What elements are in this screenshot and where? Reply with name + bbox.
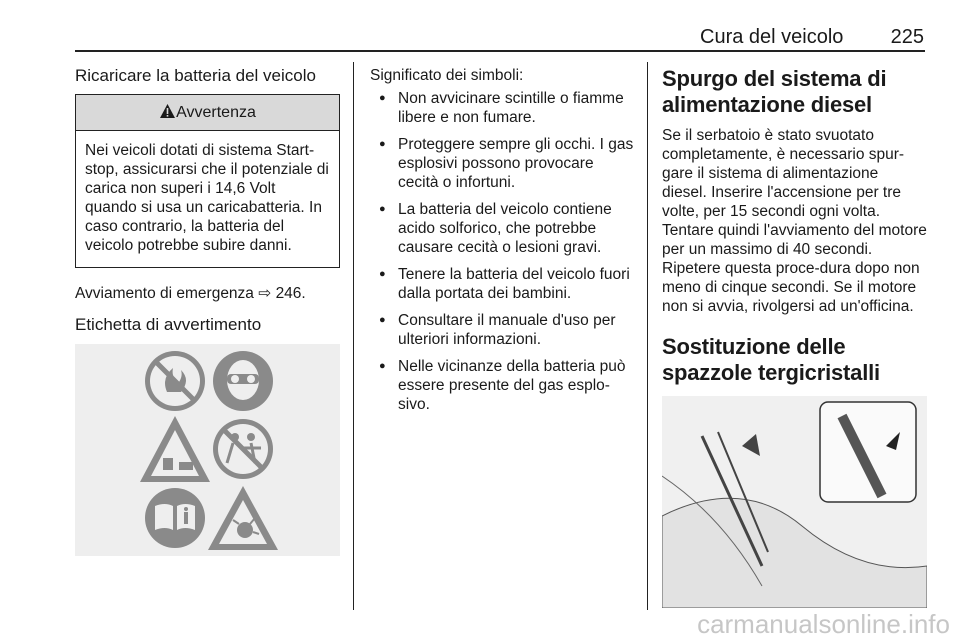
symbols-intro: Significato dei simboli: (370, 67, 524, 84)
warning-box (75, 94, 340, 268)
header-rule (75, 50, 925, 52)
no-fire-smoking-icon (145, 351, 205, 411)
battery-warning-label-image (75, 344, 340, 556)
subheading-warning-label: Etichetta di avvertimento (75, 315, 262, 334)
column-middle (370, 66, 635, 422)
symbols-list (370, 89, 635, 414)
list-item: ● Tenere la batteria del veicolo fuori dalla portata dei bambini. (370, 265, 635, 303)
list-item: ● Consultare il manuale d'uso per ulteriori informazioni. (370, 311, 635, 349)
heading-wiper-replacement: Sostituzione delle spazzole tergicristalli (662, 334, 880, 385)
page-ref-arrow-icon: ⇨ (258, 285, 272, 302)
warning-triangle-icon (159, 103, 176, 119)
cross-reference[interactable] (75, 284, 340, 303)
list-item: ● Nelle vicinanze della batteria può essere presente del gas esplo-sivo. (370, 357, 635, 414)
watermark: carmanualsonline.info (697, 609, 950, 639)
keep-away-children-icon (213, 419, 273, 479)
read-manual-icon (145, 488, 205, 548)
list-item: ● Non avvicinare scintille o fiamme libere e non fumare. (370, 89, 635, 127)
list-item: ● La batteria del veicolo contiene acido solforico, che potrebbe causare cecità o lesioni gravi. (370, 200, 635, 257)
cross-reference-page[interactable]: 246. (275, 285, 306, 302)
diesel-purge-text: Se il serbatoio è stato svuotato completamente, è necessario spur-gare il sistema di alimentazione diesel. Inserire l'accensione per tre volte, per 15 secondi ogni volta. Tentare quindi l'avviamento del motore per un massimo di 40 secondi. Ripetere questa proce-dura dopo non meno di cinque secondi. Se il motore non si avvia, rivolgersi ad un'officina. (662, 127, 927, 315)
column-left (75, 66, 340, 561)
list-item: ● Proteggere sempre gli occhi. I gas esplosivi possono provocare cecità o infortuni. (370, 135, 635, 192)
column-divider-2 (647, 62, 648, 610)
eye-protection-icon (213, 351, 273, 411)
column-right (662, 66, 927, 613)
warning-text: Nei veicoli dotati di sistema Start-stop, assicurarsi che il potenziale di carica non superi i 14,6 Volt quando si usa un caricabatteria. In caso contrario, la batteria del veicolo potrebbe subire danni. (85, 142, 329, 254)
page-number: 225 (890, 26, 924, 48)
warning-title: Avvertenza (176, 104, 256, 121)
cross-reference-text: Avviamento di emergenza (75, 285, 254, 302)
section-heading-battery-charging: Ricaricare la batteria del veicolo (75, 66, 316, 85)
heading-diesel-purge: Spurgo del sistema di alimentazione diesel (662, 66, 887, 117)
wiper-arm-illustration (662, 396, 927, 608)
running-header-section: Cura del veicolo (700, 26, 844, 48)
warning-header (76, 95, 339, 131)
column-divider-1 (353, 62, 354, 610)
